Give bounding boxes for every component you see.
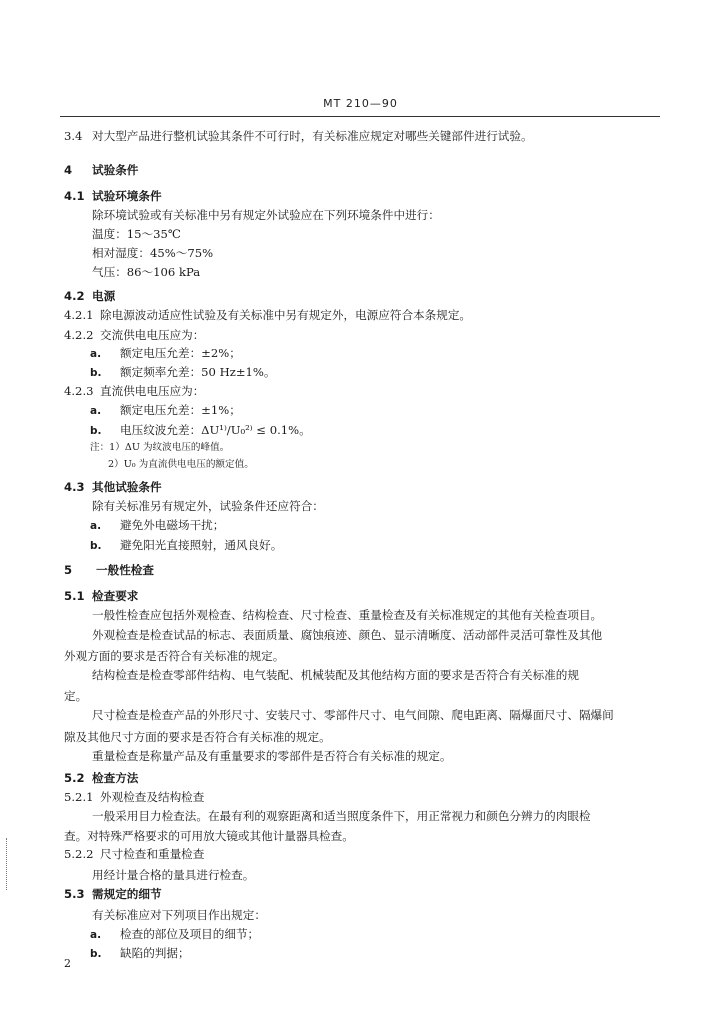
section-heading	[64, 479, 664, 495]
clause-text: 试验环境条件	[92, 189, 162, 203]
paragraph-continuation: 外观方面的要求是否符合有关标准的规定。	[64, 649, 285, 663]
clause-line	[64, 383, 664, 399]
clause-text: 一般性检查	[96, 563, 154, 577]
list-item	[90, 345, 690, 362]
footnote: 2）U₀ 为直流供电电压的额定值。	[108, 459, 254, 470]
section-heading	[64, 188, 664, 204]
list-item-text: 电压纹波允差：ΔU¹⁾/U₀²⁾ ≤ 0.1%。	[120, 423, 311, 437]
list-item	[90, 926, 690, 943]
clause-number: 5.2	[64, 771, 85, 785]
clause-number: 5.2.1	[64, 790, 94, 804]
clause-number: 5.1	[64, 589, 85, 603]
paragraph-line: 有关标准应对下列项目作出规定：	[92, 908, 266, 922]
clause-number: 5.3	[64, 887, 85, 901]
header-rule	[60, 116, 660, 117]
section-heading	[64, 886, 664, 902]
list-item-marker: b.	[90, 367, 102, 379]
list-item	[90, 422, 690, 439]
clause-number: 4.1	[64, 189, 85, 203]
paragraph-line: 除有关标准另有规定外，试验条件还应符合：	[92, 499, 324, 513]
clause-number: 5	[64, 563, 73, 577]
section-heading	[64, 562, 664, 578]
clause-text: 交流供电电压应为：	[100, 328, 205, 342]
clause-text: 尺寸检查和重量检查	[100, 847, 205, 861]
clause-text: 试验条件	[92, 163, 139, 177]
clause-line	[64, 846, 664, 862]
paragraph-line: 除环境试验或有关标准中另有规定外试验应在下列环境条件中进行：	[92, 208, 440, 222]
paragraph-line: 相对湿度：45%～75%	[92, 246, 214, 260]
list-item-text: 额定电压允差：±1%；	[120, 403, 241, 417]
list-item-marker: a.	[90, 929, 102, 941]
list-item-marker: a.	[90, 520, 102, 532]
section-heading	[64, 588, 664, 604]
list-item	[90, 364, 690, 381]
list-item-text: 缺陷的判据；	[120, 946, 190, 960]
list-item	[90, 402, 690, 419]
clause-text: 检查要求	[92, 589, 139, 603]
paragraph-line: 结构检查是检查零部件结构、电气装配、机械装配及其他结构方面的要求是否符合有关标准的规	[92, 668, 579, 682]
footnote: 注：1）ΔU 为纹波电压的峰值。	[90, 442, 230, 453]
section-heading	[64, 162, 664, 178]
list-item-text: 额定电压允差：±2%；	[120, 346, 241, 360]
paragraph-continuation: 查。对特殊严格要求的可用放大镜或其他计量器具检查。	[64, 829, 354, 843]
paragraph-line: 气压：86～106 kPa	[92, 265, 201, 279]
clause-line	[64, 307, 664, 323]
list-item-marker: b.	[90, 948, 102, 960]
clause-text: 对大型产品进行整机试验其条件不可行时，有关标准应规定对哪些关键部件进行试验。	[92, 129, 533, 143]
page-header-code: MT 210—90	[323, 97, 398, 110]
clause-line	[64, 327, 664, 343]
list-item-text: 额定频率允差：50 Hz±1%。	[120, 365, 276, 379]
clause-text: 直流供电电压应为：	[100, 384, 205, 398]
list-item-marker: b.	[90, 425, 102, 437]
paragraph-line: 尺寸检查是检查产品的外形尺寸、安装尺寸、零部件尺寸、电气间隙、爬电距离、隔爆面尺寸、隔爆间	[92, 708, 614, 722]
paragraph-line: 一般采用目力检查法。在最有利的观察距离和适当照度条件下，用正常视力和颜色分辨力的肉眼检	[92, 809, 591, 823]
clause-text: 需规定的细节	[92, 887, 162, 901]
clause-line	[64, 789, 664, 805]
list-item-marker: a.	[90, 348, 102, 360]
paragraph-continuation: 隙及其他尺寸方面的要求是否符合有关标准的规定。	[64, 730, 331, 744]
list-item	[90, 537, 690, 554]
clause-number: 5.2.2	[64, 847, 94, 861]
clause-number: 4.2.2	[64, 328, 94, 342]
clause-number: 4.2	[64, 289, 85, 303]
clause-text: 除电源波动适应性试验及有关标准中另有规定外，电源应符合本条规定。	[100, 308, 472, 322]
clause-number: 4.3	[64, 480, 85, 494]
clause-line	[64, 128, 664, 144]
list-item	[90, 945, 690, 962]
list-item	[90, 517, 690, 534]
section-heading	[64, 770, 664, 786]
paragraph-line: 重量检查是称量产品及有重量要求的零部件是否符合有关标准的规定。	[92, 749, 452, 763]
clause-text: 检查方法	[92, 771, 139, 785]
list-item-text: 避免阳光直接照射，通风良好。	[120, 538, 283, 552]
paragraph-line: 用经计量合格的量具进行检查。	[92, 868, 255, 882]
paragraph-continuation: 定。	[64, 689, 88, 703]
paragraph-line: 一般性检查应包括外观检查、结构检查、尺寸检查、重量检查及有关标准规定的其他有关检查项目。	[92, 608, 603, 622]
list-item-text: 检查的部位及项目的细节；	[120, 927, 260, 941]
list-item-marker: b.	[90, 540, 102, 552]
clause-number: 3.4	[64, 129, 83, 143]
list-item-marker: a.	[90, 405, 102, 417]
list-item-text: 避免外电磁场干扰；	[120, 518, 225, 532]
clause-number: 4.2.3	[64, 384, 94, 398]
paragraph-line: 温度：15～35℃	[92, 227, 181, 241]
paragraph-line: 外观检查是检查试品的标志、表面质量、腐蚀痕迹、颜色、显示清晰度、活动部件灵活可靠性及其他	[92, 628, 603, 642]
page-number: 2	[64, 957, 71, 970]
binding-margin-mark	[6, 838, 10, 890]
clause-number: 4.2.1	[64, 308, 94, 322]
clause-text: 其他试验条件	[92, 480, 162, 494]
clause-text: 外观检查及结构检查	[100, 790, 205, 804]
section-heading	[64, 288, 664, 304]
clause-text: 电源	[92, 289, 116, 303]
clause-number: 4	[64, 163, 73, 177]
